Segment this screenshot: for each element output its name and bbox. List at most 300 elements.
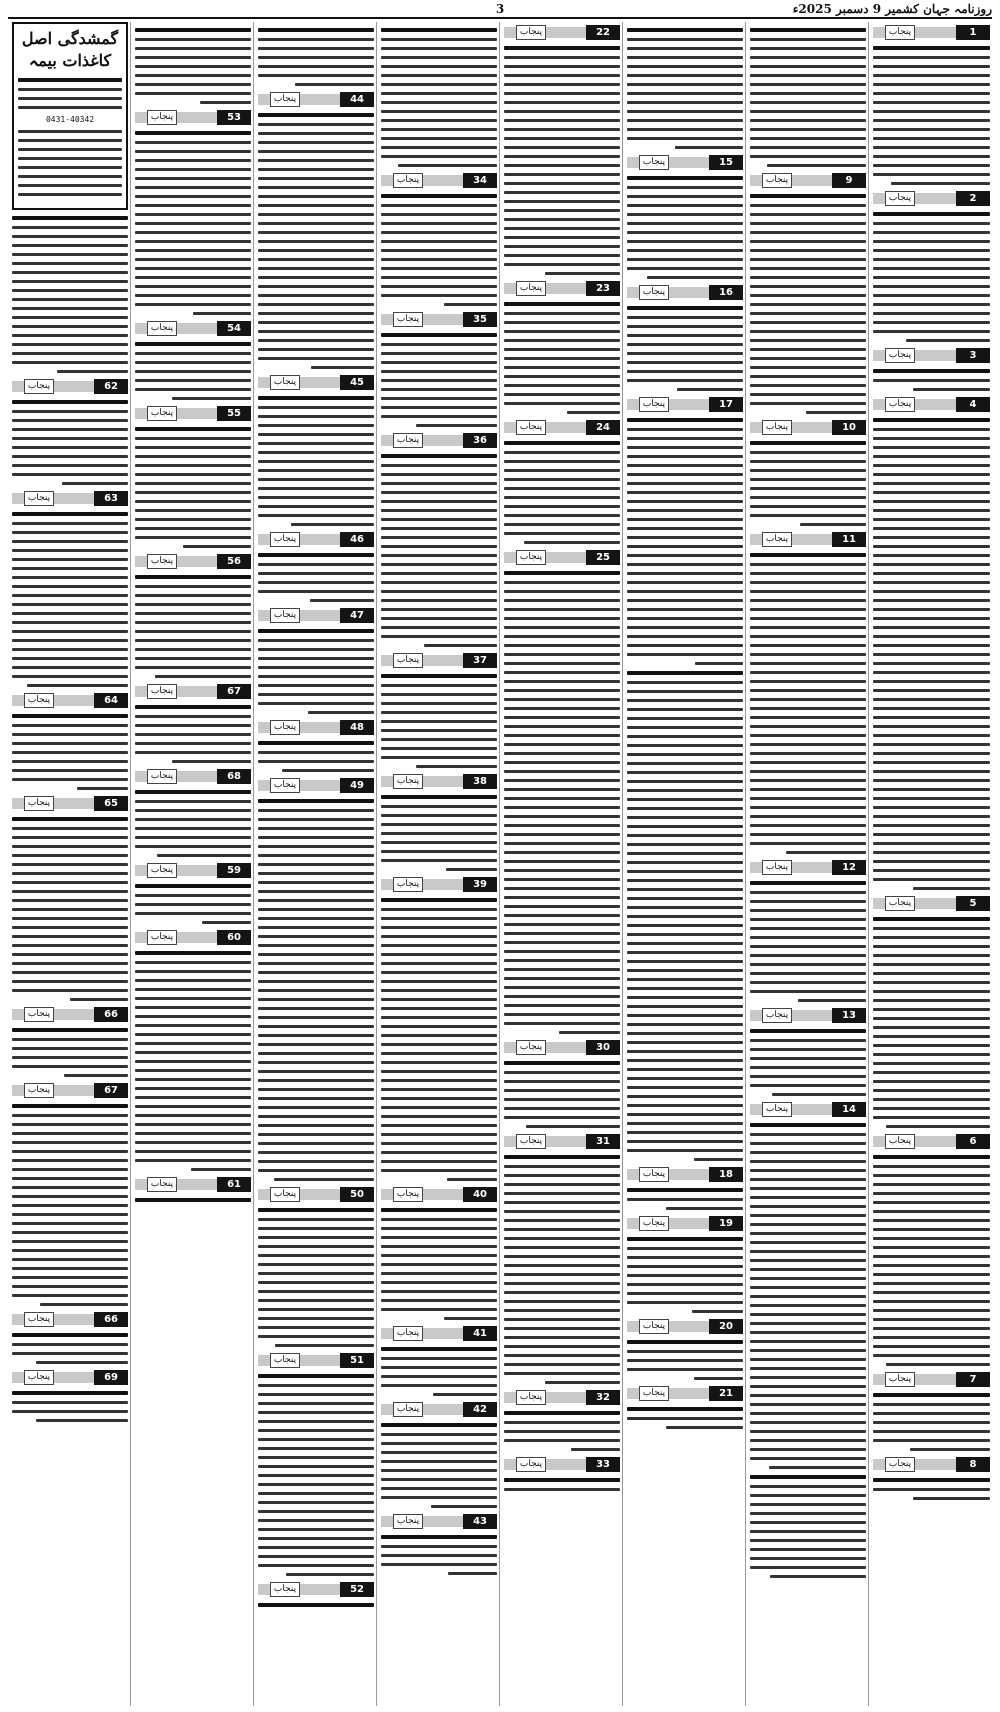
text-line [135, 379, 251, 382]
text-line [381, 1106, 497, 1109]
text-line [627, 464, 743, 467]
text-line [873, 258, 990, 261]
text-line [381, 832, 497, 835]
pin-label: پنجاب [639, 397, 669, 412]
text-line [504, 1411, 620, 1415]
item-number: 10 [832, 420, 866, 435]
text-line [913, 1497, 990, 1500]
text-line [258, 496, 374, 499]
text-line [258, 1411, 374, 1414]
text-line [627, 1059, 743, 1062]
text-line [627, 545, 743, 548]
text-line [381, 908, 497, 911]
text-line [504, 788, 620, 791]
text-line [798, 999, 866, 1002]
text-line [750, 900, 866, 903]
text-line [381, 581, 497, 584]
news-text [627, 306, 743, 391]
text-line [135, 1114, 251, 1117]
item-number: 7 [956, 1372, 990, 1387]
text-line [12, 1240, 128, 1243]
text-line [504, 806, 620, 809]
text-line [258, 760, 374, 763]
text-line [873, 1228, 990, 1231]
text-line [381, 1442, 497, 1445]
text-line [873, 917, 990, 921]
text-line [258, 944, 374, 947]
text-line [258, 1254, 374, 1257]
text-line [381, 1097, 497, 1100]
news-item-header [258, 778, 374, 793]
text-line [183, 545, 251, 548]
news-item-header [381, 653, 497, 668]
text-line [135, 705, 251, 709]
text-line [873, 833, 990, 836]
item-number: 13 [832, 1008, 866, 1023]
pin-label: پنجاب [147, 406, 177, 421]
text-line [750, 1521, 866, 1524]
text-line [627, 581, 743, 584]
text-line [504, 505, 620, 508]
text-line [627, 1274, 743, 1277]
text-line [12, 1294, 128, 1297]
text-line [750, 65, 866, 68]
text-line [504, 779, 620, 782]
text-line [627, 572, 743, 575]
text-line [258, 460, 374, 463]
pin-label: پنجاب [393, 1514, 423, 1529]
news-item-header [750, 1102, 866, 1117]
text-line [627, 599, 743, 602]
text-line [750, 222, 866, 225]
text-line [12, 890, 128, 893]
text-line [258, 1007, 374, 1010]
text-line [381, 267, 497, 270]
text-line [258, 1272, 374, 1275]
news-item [504, 281, 620, 414]
text-line [873, 455, 990, 458]
pin-label: پنجاب [393, 433, 423, 448]
text-line [504, 312, 620, 315]
text-line [258, 818, 374, 821]
text-line [12, 1177, 128, 1180]
text-line [873, 788, 990, 791]
text-line [504, 905, 620, 908]
text-line [135, 285, 251, 288]
text-line [381, 119, 497, 122]
text-line [750, 119, 866, 122]
text-line [135, 612, 251, 615]
text-line [504, 617, 620, 620]
text-line [750, 824, 866, 827]
news-item-header [381, 312, 497, 327]
text-line [258, 424, 374, 427]
text-line [504, 644, 620, 647]
news-item-header [873, 25, 990, 40]
text-line [446, 868, 497, 871]
text-line [504, 1165, 620, 1168]
text-line [135, 258, 251, 261]
text-line [750, 1057, 866, 1060]
text-line [282, 769, 374, 772]
item-number: 12 [832, 860, 866, 875]
text-line [258, 1555, 374, 1558]
text-line [873, 554, 990, 557]
text-line [873, 689, 990, 692]
text-line [750, 1421, 866, 1424]
text-line [627, 258, 743, 261]
text-line [135, 1123, 251, 1126]
text-line [750, 716, 866, 719]
text-line [381, 28, 497, 32]
text-line [12, 917, 128, 920]
text-line [258, 998, 374, 1001]
text-line [504, 1291, 620, 1294]
text-line [873, 418, 990, 422]
text-line [504, 200, 620, 203]
text-line [806, 411, 866, 414]
text-line [627, 249, 743, 252]
text-line [258, 1227, 374, 1230]
text-line [258, 1603, 374, 1607]
text-line [135, 639, 251, 642]
news-item-header [873, 397, 990, 412]
text-line [750, 662, 866, 665]
text-line [873, 851, 990, 854]
text-line [873, 617, 990, 620]
text-line [750, 339, 866, 342]
text-line [258, 1142, 374, 1145]
text-line [504, 155, 620, 158]
text-line [12, 714, 128, 718]
item-number: 35 [463, 312, 497, 327]
item-number: 39 [463, 877, 497, 892]
news-text [504, 1478, 620, 1491]
text-line [135, 951, 251, 955]
text-line [381, 1254, 497, 1257]
news-item-header [258, 92, 374, 107]
text-line [12, 1285, 128, 1288]
text-line [258, 1106, 374, 1109]
text-line [873, 369, 990, 373]
text-line [504, 393, 620, 396]
text-line [258, 113, 374, 117]
text-line [873, 1026, 990, 1029]
text-line [873, 1255, 990, 1258]
text-line [258, 123, 374, 126]
text-line [40, 1303, 128, 1306]
text-line [627, 717, 743, 720]
text-line [258, 666, 374, 669]
text-line [750, 972, 866, 975]
text-line [504, 707, 620, 710]
pin-label: پنجاب [639, 1167, 669, 1182]
text-line [770, 1575, 866, 1578]
text-line [381, 500, 497, 503]
news-item-header [504, 25, 620, 40]
pin-label: پنجاب [393, 877, 423, 892]
text-line [135, 276, 251, 279]
text-line [444, 303, 497, 306]
text-line [873, 1309, 990, 1312]
text-line [258, 141, 374, 144]
text-line [627, 825, 743, 828]
text-line [381, 1487, 497, 1490]
text-line [258, 917, 374, 920]
text-line [750, 1457, 866, 1460]
text-line [258, 863, 374, 866]
text-line [504, 698, 620, 701]
text-line [627, 699, 743, 702]
text-line [504, 599, 620, 602]
text-line [750, 599, 866, 602]
text-line [627, 1014, 743, 1017]
text-line [12, 216, 128, 220]
text-line [258, 204, 374, 207]
news-item [135, 406, 251, 548]
text-line [135, 733, 251, 736]
text-line [504, 635, 620, 638]
news-text [750, 28, 866, 167]
text-line [906, 339, 990, 342]
text-line [627, 753, 743, 756]
text-line [873, 954, 990, 957]
item-number: 19 [709, 1216, 743, 1231]
text-line [381, 83, 497, 86]
text-line [504, 1004, 620, 1007]
text-line [750, 312, 866, 315]
text-line [135, 630, 251, 633]
text-line [504, 496, 620, 499]
text-line [571, 1448, 620, 1451]
text-line [627, 92, 743, 95]
text-line [258, 1374, 374, 1378]
text-line [12, 473, 128, 476]
text-line [381, 213, 497, 216]
text-line [504, 923, 620, 926]
text-line [504, 254, 620, 257]
item-number: 37 [463, 653, 497, 668]
text-line [504, 887, 620, 890]
text-line [504, 878, 620, 881]
text-line [504, 1155, 620, 1159]
text-line [627, 1283, 743, 1286]
text-line [135, 575, 251, 579]
text-line [873, 1008, 990, 1011]
text-line [135, 168, 251, 171]
news-text [12, 1104, 128, 1306]
pin-label: پنجاب [393, 774, 423, 789]
text-line [627, 428, 743, 431]
text-line [786, 851, 866, 854]
text-line [12, 512, 128, 516]
text-line [504, 995, 620, 998]
text-line [135, 482, 251, 485]
text-line [750, 505, 866, 508]
item-number: 20 [709, 1319, 743, 1334]
text-line [135, 231, 251, 234]
text-line [12, 567, 128, 570]
text-line [750, 927, 866, 930]
text-line [258, 1510, 374, 1513]
text-line [12, 742, 128, 745]
text-line [750, 38, 866, 41]
news-item [504, 1390, 620, 1451]
text-line [258, 1519, 374, 1522]
news-text [258, 1603, 374, 1607]
text-line [258, 675, 374, 678]
news-item-header [873, 1372, 990, 1387]
text-line [750, 891, 866, 894]
text-line [873, 1318, 990, 1321]
news-item-header [750, 420, 866, 435]
text-line [381, 1061, 497, 1064]
text-line [311, 366, 374, 369]
text-line [627, 101, 743, 104]
text-line [873, 797, 990, 800]
text-line [504, 487, 620, 490]
text-line [504, 770, 620, 773]
news-item-header [135, 406, 251, 421]
pin-label: پنجاب [885, 896, 915, 911]
text-line [873, 1165, 990, 1168]
text-line [381, 294, 497, 297]
text-line [504, 896, 620, 899]
text-line [750, 725, 866, 728]
news-text [504, 571, 620, 1034]
news-item-header [504, 550, 620, 565]
text-line [448, 1572, 497, 1575]
text-line [694, 1377, 743, 1380]
text-line [504, 1300, 620, 1303]
text-line [666, 1207, 743, 1210]
news-text [258, 741, 374, 772]
text-line [750, 1367, 866, 1370]
text-line [258, 1263, 374, 1266]
pin-label: پنجاب [639, 1216, 669, 1231]
text-line [627, 762, 743, 765]
text-line [873, 824, 990, 827]
text-line [381, 1281, 497, 1284]
text-line [750, 635, 866, 638]
text-line [504, 1080, 620, 1083]
text-line [873, 815, 990, 818]
news-column [625, 22, 746, 1706]
news-text [504, 302, 620, 414]
text-line [258, 935, 374, 938]
text-line [135, 249, 251, 252]
text-line [627, 996, 743, 999]
news-item [12, 491, 128, 687]
text-line [504, 1174, 620, 1177]
text-line [12, 1056, 128, 1059]
news-item [258, 1353, 374, 1576]
news-text [627, 28, 743, 149]
pin-label: پنجاب [885, 191, 915, 206]
text-line [627, 942, 743, 945]
news-item-header [381, 1326, 497, 1341]
text-line [135, 1051, 251, 1054]
text-line [135, 585, 251, 588]
text-line [258, 1290, 374, 1293]
news-item-header [750, 532, 866, 547]
news-item-header [504, 1040, 620, 1055]
text-line [202, 921, 251, 924]
text-line [444, 1317, 497, 1320]
text-line [627, 969, 743, 972]
pin-label: پنجاب [516, 550, 546, 565]
text-line [627, 231, 743, 234]
pin-label: پنجاب [639, 1386, 669, 1401]
text-line [381, 953, 497, 956]
text-line [12, 908, 128, 911]
pin-label: پنجاب [885, 397, 915, 412]
text-line [627, 816, 743, 819]
text-line [750, 1196, 866, 1199]
text-line [627, 1265, 743, 1268]
text-line [381, 285, 497, 288]
news-item [381, 774, 497, 871]
text-line [504, 384, 620, 387]
text-line [12, 522, 128, 525]
text-line [12, 1195, 128, 1198]
text-line [694, 1158, 743, 1161]
text-line [258, 881, 374, 884]
text-line [258, 854, 374, 857]
text-line [135, 204, 251, 207]
text-line [258, 321, 374, 324]
text-line [504, 375, 620, 378]
text-line [873, 500, 990, 503]
text-line [258, 433, 374, 436]
news-item [873, 348, 990, 391]
text-line [504, 245, 620, 248]
text-line [750, 881, 866, 885]
text-line [135, 1198, 251, 1202]
text-line [135, 912, 251, 915]
text-line [191, 1168, 251, 1171]
text-line [504, 671, 620, 674]
text-line [504, 1336, 620, 1339]
text-line [627, 1198, 743, 1201]
text-line [873, 379, 990, 382]
text-line [873, 1071, 990, 1074]
text-line [258, 1326, 374, 1329]
pin-label: پنجاب [516, 1134, 546, 1149]
text-line [504, 1354, 620, 1357]
pin-label: پنجاب [270, 1582, 300, 1597]
text-line [750, 1295, 866, 1298]
text-line [504, 1488, 620, 1491]
item-number: 47 [340, 608, 374, 623]
text-line [504, 74, 620, 77]
text-line [750, 581, 866, 584]
text-line [750, 1205, 866, 1208]
text-line [504, 1255, 620, 1258]
text-line [913, 388, 990, 391]
news-item [258, 720, 374, 772]
text-line [504, 752, 620, 755]
news-text [381, 898, 497, 1181]
text-line [381, 333, 497, 337]
news-item-header [381, 774, 497, 789]
text-line [381, 65, 497, 68]
text-line [627, 744, 743, 747]
text-line [504, 680, 620, 683]
text-line [135, 818, 251, 821]
text-line [12, 657, 128, 660]
text-line [750, 213, 866, 216]
